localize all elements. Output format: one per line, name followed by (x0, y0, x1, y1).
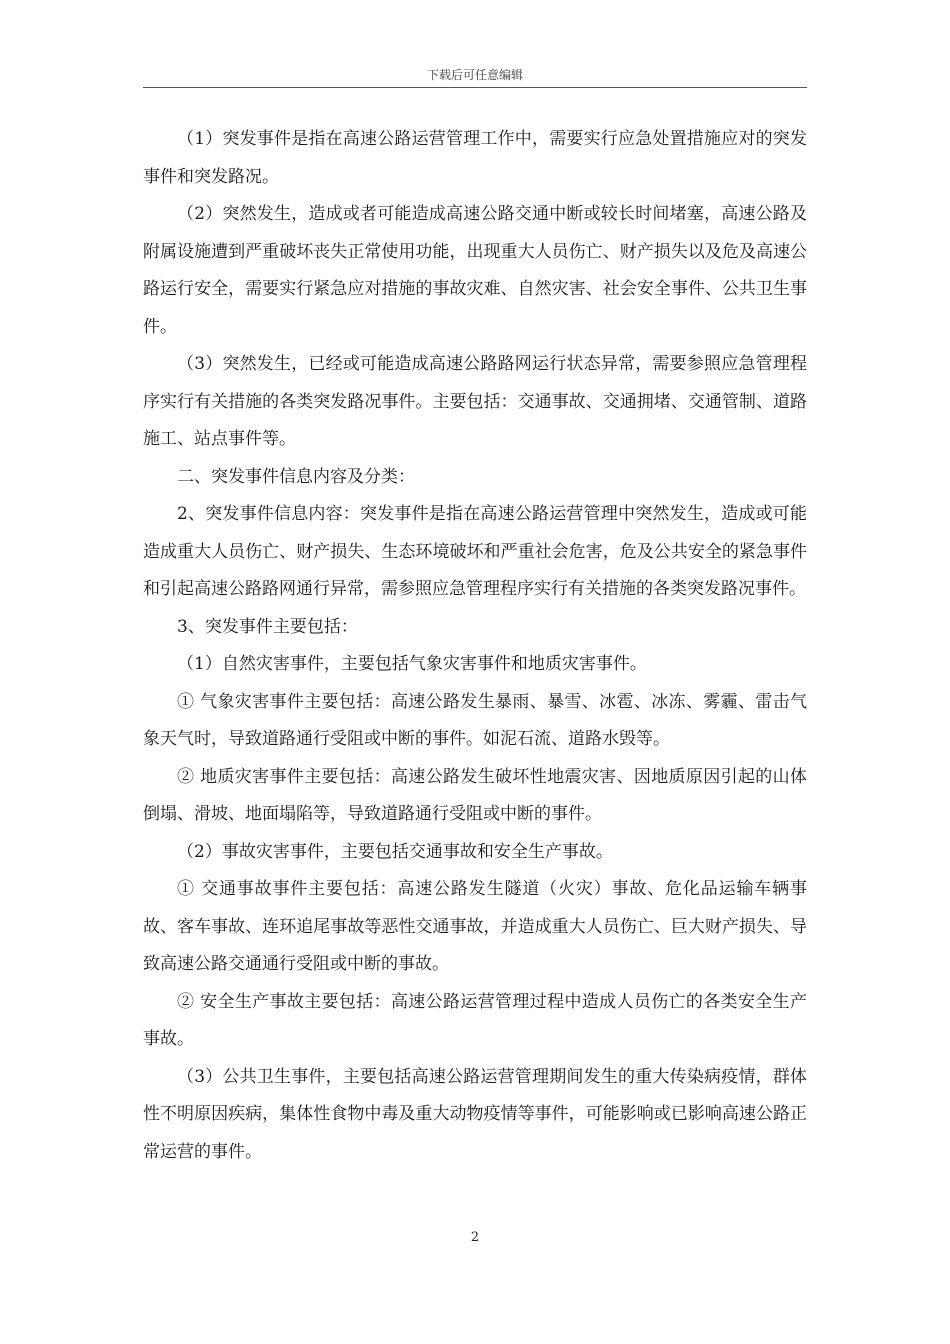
document-body (143, 121, 807, 1171)
paragraph-traffic-accident: ① 交通事故事件主要包括：高速公路发生隧道（火灾）事故、危化品运输车辆事故、客车事故、连环追尾事故等恶性交通事故，并造成重大人员伤亡、巨大财产损失、导致高速公路交通通行受阻或中断的事故。 (143, 879, 807, 974)
paragraph-weather-disaster: ① 气象灾害事件主要包括：高速公路发生暴雨、暴雪、冰雹、冰冻、雾霾、雷击气象天气时，导致道路通行受阻或中断的事件。如泥石流、道路水毁等。 (143, 691, 807, 749)
section-heading-classification: 二、突发事件信息内容及分类： (177, 466, 415, 487)
page-header: 下载后可任意编辑 (426, 68, 523, 82)
page-number: 2 (470, 1230, 480, 1245)
paragraph-safety-accident: ② 安全生产事故主要包括：高速公路运营管理过程中造成人员伤亡的各类安全生产事故。 (143, 991, 807, 1049)
paragraph-definition-2: （2）突然发生，造成或者可能造成高速公路交通中断或较长时间堵塞，高速公路及附属设施遭到严重破坏丧失正常使用功能，出现重大人员伤亡、财产损失以及危及高速公路运行安全，需要实行紧急应对措施的事故灾难、自然灾害、社会安全事件、公共卫生事件。 (143, 204, 807, 337)
paragraph-natural-disaster: （1）自然灾害事件，主要包括气象灾害事件和地质灾害事件。 (177, 654, 647, 674)
paragraph-public-health: （3）公共卫生事件，主要包括高速公路运营管理期间发生的重大传染病疫情，群体性不明原因疾病，集体性食物中毒及重大动物疫情等事件，可能影响或已影响高速公路正常运营的事件。 (143, 1066, 807, 1162)
paragraph-accident-disaster: （2）事故灾害事件，主要包括交通事故和安全生产事故。 (177, 841, 613, 862)
paragraph-info-content: 2、突发事件信息内容：突发事件是指在高速公路运营管理中突然发生，造成或可能造成重大人员伤亡、财产损失、生态环境破坏和严重社会危害，危及公共安全的紧急事件和引起高速公路路网通行异常，需参照应急管理程序实行有关措施的各类突发路况事件。 (143, 504, 807, 599)
paragraph-definition-3: （3）突然发生，已经或可能造成高速公路路网运行状态异常，需要参照应急管理程序实行有关措施的各类突发路况事件。主要包括：交通事故、交通拥堵、交通管制、道路施工、站点事件等。 (143, 354, 807, 449)
header-divider (143, 87, 807, 88)
paragraph-main-types-heading: 3、突发事件主要包括： (177, 616, 358, 637)
paragraph-definition-1: （1）突发事件是指在高速公路运营管理工作中，需要实行应急处置措施应对的突发事件和突发路况。 (143, 129, 807, 187)
paragraph-geological-disaster: ② 地质灾害事件主要包括：高速公路发生破坏性地震灾害、因地质原因引起的山体倒塌、滑坡、地面塌陷等，导致道路通行受阻或中断的事件。 (143, 766, 807, 824)
